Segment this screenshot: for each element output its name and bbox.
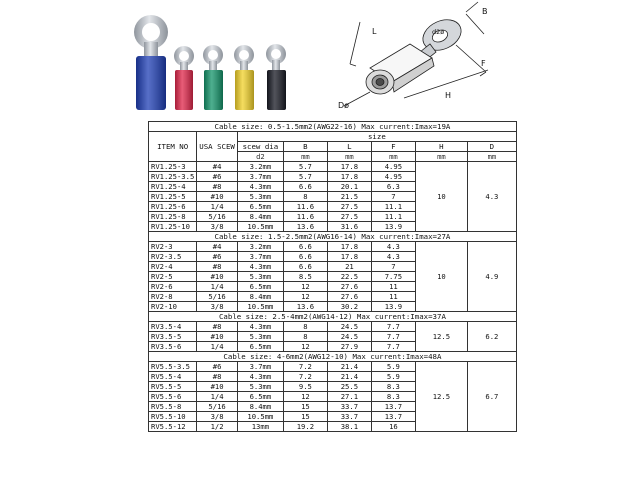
cell-dim-f: 4.3 <box>371 242 415 252</box>
group-title-row <box>149 232 517 242</box>
group-title: Cable size: 2.5-4mm2(AWG14-12) Max current:Imax=37A <box>149 312 517 322</box>
cell-item-no: RV5.5-6 <box>149 392 197 402</box>
cell-dim-f: 13.9 <box>371 222 415 232</box>
cell-dim-b: 12 <box>283 292 327 302</box>
cell-item-no: RV3.5-4 <box>149 322 197 332</box>
cell-item-no: RV5.5-12 <box>149 422 197 432</box>
cell-dim-l: 24.5 <box>327 332 371 342</box>
cell-dim-b: 15 <box>283 402 327 412</box>
red-ring-terminal <box>174 46 194 110</box>
cell-dim-b: 12 <box>283 342 327 352</box>
cell-screw-dia: 4.3mm <box>237 372 283 382</box>
cell-dim-l: 33.7 <box>327 402 371 412</box>
cell-dim-f: 7.7 <box>371 322 415 332</box>
cell-dim-l: 27.9 <box>327 342 371 352</box>
dim-label-f: F <box>481 59 486 68</box>
cell-dim-l: 33.7 <box>327 412 371 422</box>
cell-usa-screw: 1/2 <box>197 422 238 432</box>
header-d: D <box>467 142 516 152</box>
cell-item-no: RV2-5 <box>149 272 197 282</box>
cell-dim-f: 13.9 <box>371 302 415 312</box>
cell-item-no: RV5.5-8 <box>149 402 197 412</box>
cell-dim-f: 6.3 <box>371 182 415 192</box>
cell-usa-screw: 5/16 <box>197 292 238 302</box>
cell-usa-screw: #6 <box>197 172 238 182</box>
cell-dim-f: 5.9 <box>371 372 415 382</box>
table-row <box>149 162 517 172</box>
cell-dim-b: 8 <box>283 192 327 202</box>
header-row <box>149 132 517 142</box>
cell-dim-b: 5.7 <box>283 172 327 182</box>
cell-screw-dia: 10.5mm <box>237 302 283 312</box>
cell-usa-screw: #10 <box>197 192 238 202</box>
dimension-drawing <box>344 2 488 106</box>
cell-dim-d: 6.2 <box>467 322 516 352</box>
header-screw-dia: scew dia <box>237 142 283 152</box>
cell-screw-dia: 5.3mm <box>237 272 283 282</box>
cell-dim-b: 7.2 <box>283 372 327 382</box>
cell-screw-dia: 6.5mm <box>237 282 283 292</box>
cell-usa-screw: 5/16 <box>197 212 238 222</box>
cell-dim-f: 4.3 <box>371 252 415 262</box>
cell-dim-h: 12.5 <box>415 362 467 432</box>
cell-dim-d: 4.3 <box>467 162 516 232</box>
unit-mm: mm <box>467 152 516 162</box>
cell-screw-dia: 6.5mm <box>237 342 283 352</box>
cell-dim-f: 4.95 <box>371 172 415 182</box>
cell-dim-f: 11 <box>371 282 415 292</box>
cell-dim-l: 21.5 <box>327 192 371 202</box>
group-title-row <box>149 352 517 362</box>
cell-dim-l: 17.8 <box>327 162 371 172</box>
yellow-ring-terminal <box>234 45 254 110</box>
cell-dim-l: 21.4 <box>327 372 371 382</box>
cell-dim-l: 25.5 <box>327 382 371 392</box>
cell-dim-h: 10 <box>415 242 467 312</box>
cell-item-no: RV2-8 <box>149 292 197 302</box>
cell-item-no: RV1.25-4 <box>149 182 197 192</box>
cell-dim-l: 21.4 <box>327 362 371 372</box>
table-row <box>149 322 517 332</box>
cell-dim-b: 9.5 <box>283 382 327 392</box>
cell-item-no: RV5.5-3.5 <box>149 362 197 372</box>
cell-dim-f: 7.7 <box>371 332 415 342</box>
cell-screw-dia: 10.5mm <box>237 222 283 232</box>
cell-item-no: RV5.5-5 <box>149 382 197 392</box>
cell-dim-l: 27.6 <box>327 282 371 292</box>
cell-dim-b: 6.6 <box>283 262 327 272</box>
cell-dim-l: 27.6 <box>327 292 371 302</box>
cell-dim-l: 27.5 <box>327 212 371 222</box>
cell-item-no: RV1.25-8 <box>149 212 197 222</box>
cell-usa-screw: 1/4 <box>197 202 238 212</box>
cell-screw-dia: 5.3mm <box>237 192 283 202</box>
cell-usa-screw: 1/4 <box>197 392 238 402</box>
dim-label-d: Dø <box>338 101 350 110</box>
cell-item-no: RV2-4 <box>149 262 197 272</box>
cell-dim-f: 8.3 <box>371 392 415 402</box>
cell-dim-f: 7.7 <box>371 342 415 352</box>
cell-usa-screw: 1/4 <box>197 282 238 292</box>
cell-screw-dia: 4.3mm <box>237 182 283 192</box>
header-b: B <box>283 142 327 152</box>
cell-usa-screw: 3/8 <box>197 222 238 232</box>
header-d2: d2 <box>237 152 283 162</box>
cell-usa-screw: 3/8 <box>197 302 238 312</box>
dim-label-b: B <box>482 7 488 16</box>
cell-dim-b: 8 <box>283 322 327 332</box>
cell-dim-l: 30.2 <box>327 302 371 312</box>
cell-dim-f: 11.1 <box>371 202 415 212</box>
cell-usa-screw: 1/4 <box>197 342 238 352</box>
cell-dim-f: 13.7 <box>371 402 415 412</box>
cell-item-no: RV2-6 <box>149 282 197 292</box>
cell-dim-b: 7.2 <box>283 362 327 372</box>
cell-dim-b: 6.6 <box>283 242 327 252</box>
header-f: F <box>371 142 415 152</box>
cell-dim-b: 11.6 <box>283 202 327 212</box>
group-title-row <box>149 312 517 322</box>
cell-screw-dia: 8.4mm <box>237 292 283 302</box>
cell-item-no: RV3.5-6 <box>149 342 197 352</box>
header-h: H <box>415 142 467 152</box>
cell-usa-screw: #6 <box>197 252 238 262</box>
cell-screw-dia: 3.2mm <box>237 162 283 172</box>
cell-dim-b: 12 <box>283 282 327 292</box>
group-title: Cable size: 1.5-2.5mm2(AWG16-14) Max current:Imax=27A <box>149 232 517 242</box>
dim-label-l: L <box>372 27 377 36</box>
cell-dim-l: 21 <box>327 262 371 272</box>
cell-usa-screw: 3/8 <box>197 412 238 422</box>
black-ring-terminal <box>266 44 286 110</box>
cell-dim-l: 24.5 <box>327 322 371 332</box>
header-l: L <box>327 142 371 152</box>
cell-screw-dia: 6.5mm <box>237 392 283 402</box>
cell-dim-f: 11 <box>371 292 415 302</box>
cell-item-no: RV1.25-5 <box>149 192 197 202</box>
cell-screw-dia: 6.5mm <box>237 202 283 212</box>
cell-dim-b: 8 <box>283 332 327 342</box>
cell-screw-dia: 5.3mm <box>237 332 283 342</box>
cell-item-no: RV3.5-5 <box>149 332 197 342</box>
cell-screw-dia: 3.7mm <box>237 172 283 182</box>
cell-dim-l: 31.6 <box>327 222 371 232</box>
cell-screw-dia: 8.4mm <box>237 402 283 412</box>
spec-table <box>148 121 517 432</box>
cell-usa-screw: #10 <box>197 332 238 342</box>
cell-dim-l: 22.5 <box>327 272 371 282</box>
unit-mm: mm <box>415 152 467 162</box>
group-title-row <box>149 122 517 132</box>
cell-dim-f: 7 <box>371 192 415 202</box>
cell-dim-b: 13.6 <box>283 222 327 232</box>
cell-dim-f: 7 <box>371 262 415 272</box>
group-title: Cable size: 0.5-1.5mm2(AWG22-16) Max current:Imax=19A <box>149 122 517 132</box>
cell-dim-f: 8.3 <box>371 382 415 392</box>
blue-ring-terminal <box>134 15 168 110</box>
cell-item-no: RV1.25-3 <box>149 162 197 172</box>
cell-screw-dia: 3.7mm <box>237 252 283 262</box>
cell-dim-l: 17.8 <box>327 172 371 182</box>
cell-dim-h: 12.5 <box>415 322 467 352</box>
cell-screw-dia: 3.7mm <box>237 362 283 372</box>
cell-screw-dia: 5.3mm <box>237 382 283 392</box>
cell-dim-f: 7.75 <box>371 272 415 282</box>
table-row <box>149 242 517 252</box>
cell-usa-screw: #10 <box>197 272 238 282</box>
cell-dim-f: 4.95 <box>371 162 415 172</box>
cell-screw-dia: 13mm <box>237 422 283 432</box>
cell-item-no: RV1.25-6 <box>149 202 197 212</box>
header-size: size <box>237 132 516 142</box>
cell-usa-screw: #8 <box>197 372 238 382</box>
unit-mm: mm <box>327 152 371 162</box>
cell-item-no: RV1.25-3.5 <box>149 172 197 182</box>
cell-dim-b: 6.6 <box>283 182 327 192</box>
group-title: Cable size: 4-6mm2(AWG12-10) Max current:Imax=48A <box>149 352 517 362</box>
cell-screw-dia: 8.4mm <box>237 212 283 222</box>
cell-dim-l: 17.8 <box>327 252 371 262</box>
cell-dim-l: 20.1 <box>327 182 371 192</box>
cell-dim-d: 4.9 <box>467 242 516 312</box>
cell-screw-dia: 4.3mm <box>237 322 283 332</box>
cell-usa-screw: #4 <box>197 162 238 172</box>
unit-mm: mm <box>283 152 327 162</box>
cell-dim-l: 27.5 <box>327 202 371 212</box>
cell-dim-l: 27.1 <box>327 392 371 402</box>
cell-item-no: RV2-3 <box>149 242 197 252</box>
cell-dim-b: 19.2 <box>283 422 327 432</box>
cell-dim-h: 10 <box>415 162 467 232</box>
green-ring-terminal <box>203 45 223 110</box>
cell-usa-screw: 5/16 <box>197 402 238 412</box>
cell-screw-dia: 4.3mm <box>237 262 283 272</box>
cell-dim-b: 12 <box>283 392 327 402</box>
header-item-no: ITEM NO <box>149 132 197 162</box>
cell-screw-dia: 10.5mm <box>237 412 283 422</box>
cell-usa-screw: #4 <box>197 242 238 252</box>
header-usa-screw: USA SCEW <box>197 132 238 162</box>
unit-mm: mm <box>371 152 415 162</box>
cell-dim-b: 13.6 <box>283 302 327 312</box>
cell-usa-screw: #6 <box>197 362 238 372</box>
cell-dim-f: 13.7 <box>371 412 415 422</box>
cell-dim-b: 8.5 <box>283 272 327 282</box>
cell-usa-screw: #10 <box>197 382 238 392</box>
cell-usa-screw: #8 <box>197 322 238 332</box>
cell-item-no: RV5.5-10 <box>149 412 197 422</box>
cell-screw-dia: 3.2mm <box>237 242 283 252</box>
cell-dim-b: 15 <box>283 412 327 422</box>
cell-dim-b: 6.6 <box>283 252 327 262</box>
cell-item-no: RV5.5-4 <box>149 372 197 382</box>
cell-dim-l: 17.8 <box>327 242 371 252</box>
cell-dim-d: 6.7 <box>467 362 516 432</box>
cell-dim-l: 38.1 <box>327 422 371 432</box>
cell-dim-f: 11.1 <box>371 212 415 222</box>
cell-usa-screw: #8 <box>197 182 238 192</box>
cell-dim-b: 11.6 <box>283 212 327 222</box>
cell-item-no: RV1.25-10 <box>149 222 197 232</box>
cell-dim-f: 5.9 <box>371 362 415 372</box>
cell-item-no: RV2-10 <box>149 302 197 312</box>
table-row <box>149 362 517 372</box>
dim-label-d2: d2ø <box>432 28 445 36</box>
cell-dim-f: 16 <box>371 422 415 432</box>
dim-label-h: H <box>445 91 452 100</box>
cell-dim-b: 5.7 <box>283 162 327 172</box>
product-illustration <box>0 0 640 120</box>
cell-item-no: RV2-3.5 <box>149 252 197 262</box>
cell-usa-screw: #8 <box>197 262 238 272</box>
